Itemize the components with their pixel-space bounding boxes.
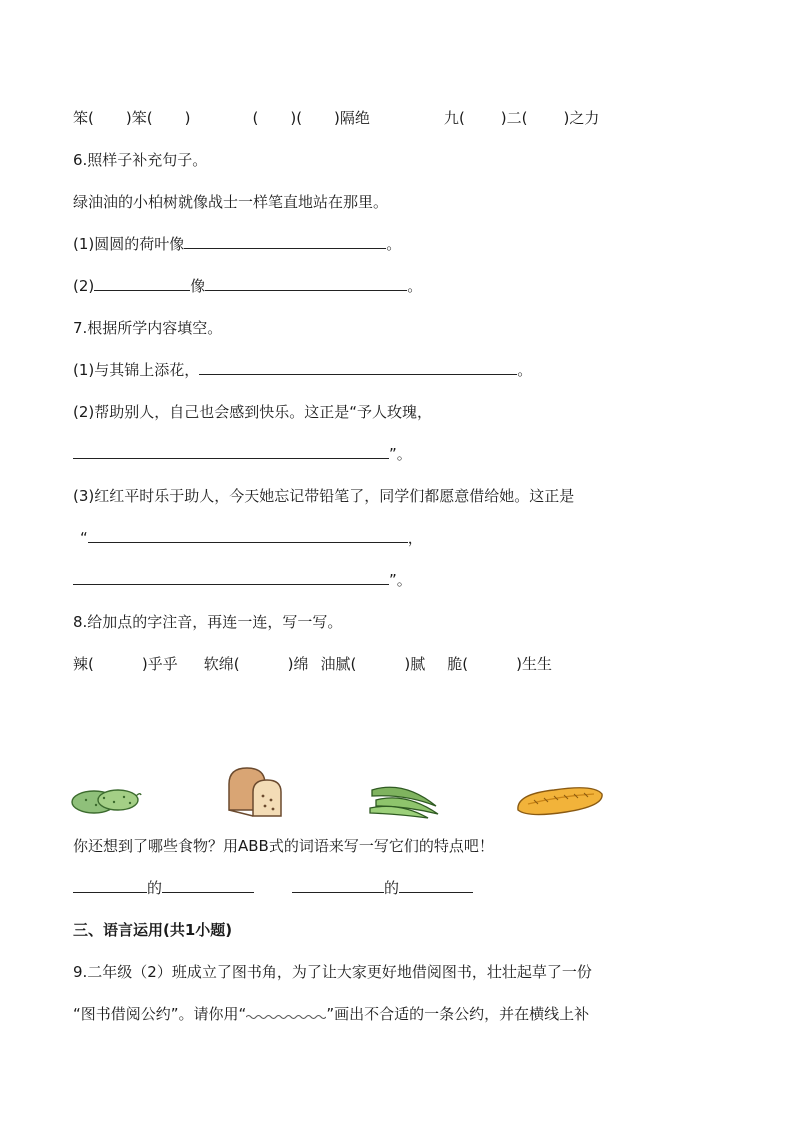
green-beans-icon[interactable] [366,780,442,820]
q5-suffix: 隔绝 [339,109,370,127]
answer-line[interactable] [73,444,389,459]
answer-line[interactable] [199,360,517,375]
q5-char-3: 九 [443,109,459,127]
q8-extra-prompt: 你还想到了哪些食物？用ABB式的词语来写一写它们的特点吧！ [73,837,494,855]
answer-line[interactable] [162,878,254,893]
q7-item-2-answer: ”。 [73,444,412,464]
q8-word-3: 油腻( )腻 [320,655,426,673]
wavy-underline-icon [246,1009,326,1019]
q5-char-4: 二 [506,109,522,127]
q8-word-1: 辣( )乎乎 [73,655,178,673]
q8-word-4: 脆( )生生 [447,655,552,673]
q8-abb-row: 的 的 [73,878,473,898]
q5-answer-row: 笨( )笨( ) ( )( )隔绝 九( )二( )之力 [73,109,600,127]
answer-line[interactable] [184,234,386,249]
q7-item-1: (1)与其锦上添花， 。 [73,361,533,379]
answer-line[interactable] [205,276,407,291]
q5-char-1: 笨 [73,109,89,127]
answer-line[interactable] [94,276,190,291]
answer-line[interactable] [73,570,389,585]
q7-item-3: (3)红红平时乐于助人，今天她忘记带铅笔了，同学们都愿意借给她。这正是 [73,487,575,505]
q8-word-2: 软绵( )绵 [203,655,309,673]
q6-item-2: (2) 像 。 [73,277,423,295]
fried-dough-stick-icon[interactable] [514,780,606,820]
answer-line[interactable] [88,528,408,543]
q5-suffix-2: 之力 [569,109,600,127]
q8-title: 8.给加点的字注音，再连一连，写一写。 [73,613,343,631]
q8-words-row [73,654,552,674]
q7-item-2: (2)帮助别人，自己也会感到快乐。这正是“予人玫瑰， [73,403,433,421]
q6-example: 绿油油的小柏树就像战士一样笔直地站在那里。 [73,193,389,211]
section-3-heading: 三、语言运用(共1小题) [73,921,233,939]
answer-line[interactable] [292,878,384,893]
q5-char-2: 笨 [131,109,147,127]
answer-line[interactable] [399,878,473,893]
q9-line-1: 9.二年级（2）班成立了图书角，为了让大家更好地借阅图书，壮壮起草了一份 [73,963,592,981]
q6-item-1: (1)圆圆的荷叶像 。 [73,235,402,253]
q6-title: 6.照样子补充句子。 [73,151,208,169]
bread-icon[interactable] [223,764,291,820]
q7-title: 7.根据所学内容填空。 [73,319,223,337]
cucumber-icon[interactable] [70,780,142,820]
q7-item-3-answer-2: ”。 [73,570,412,590]
q7-item-3-answer-1: “ ， [80,529,423,547]
q9-line-2: “图书借阅公约”。请你用“ ”画出不合适的一条公约，并在横线上补 [73,1005,590,1023]
answer-line[interactable] [73,878,147,893]
